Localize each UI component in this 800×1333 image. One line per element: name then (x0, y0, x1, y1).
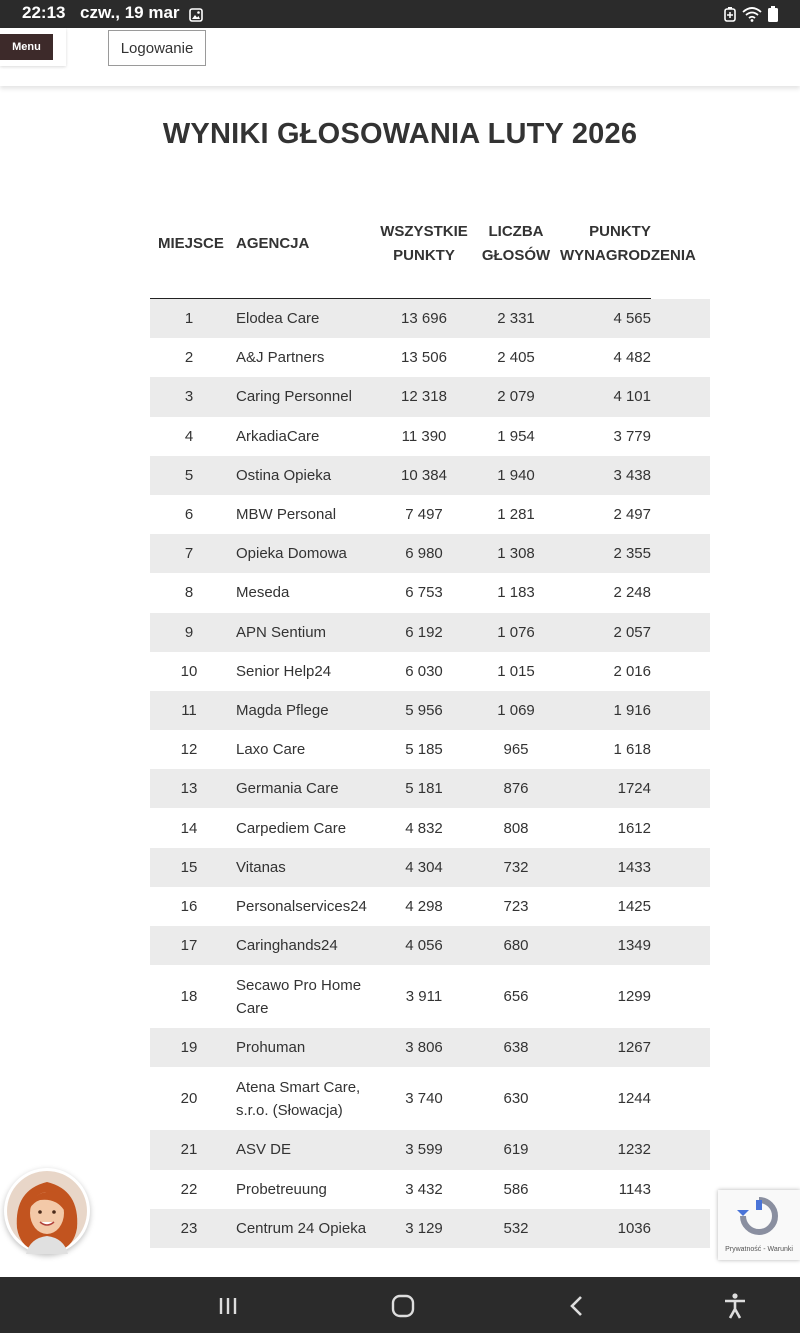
table-row (150, 573, 710, 612)
row-agency-name: Centrum 24 Opieka (236, 1219, 367, 1237)
results-table[interactable] (150, 200, 696, 1277)
column-header-agency[interactable]: AGENCJA (236, 235, 310, 252)
row-agency-name: Atena Smart Care, s.r.o. (Słowacja) (236, 1078, 361, 1119)
row-reward-points: 3 779 (613, 427, 651, 445)
row-place: 22 (180, 1180, 198, 1198)
row-place: 18 (180, 988, 198, 1006)
page-title: WYNIKI GŁOSOWANIA LUTY 2026 (162, 118, 638, 150)
row-reward-points: 1232 (617, 1141, 651, 1159)
column-header-votes[interactable] (478, 220, 554, 268)
row-votes-count: 532 (503, 1219, 529, 1237)
row-total-points: 4 056 (405, 937, 443, 955)
row-reward-points: 1425 (617, 897, 651, 915)
row-votes-count: 2 405 (497, 349, 535, 367)
row-reward-points: 1724 (617, 780, 651, 798)
menu-wrapper (0, 28, 66, 66)
row-total-points: 3 740 (405, 1090, 443, 1108)
row-votes-count: 1 308 (497, 545, 535, 563)
status-date: czw., 19 mar (80, 3, 180, 22)
row-reward-points: 4 565 (613, 310, 651, 328)
row-agency-name: Prohuman (236, 1039, 306, 1057)
table-row (150, 887, 710, 926)
row-place: 16 (180, 897, 198, 915)
site-header (0, 28, 800, 86)
row-total-points: 6 030 (405, 662, 443, 680)
row-votes-count: 1 954 (497, 427, 535, 445)
row-place: 12 (180, 741, 198, 759)
row-agency-name: Secawo Pro Home Care (236, 976, 362, 1017)
home-icon[interactable] (388, 1291, 418, 1321)
row-reward-points: 2 057 (613, 623, 651, 641)
status-time: 22:13 (22, 3, 66, 22)
row-place: 9 (184, 623, 194, 641)
table-body (150, 299, 710, 1248)
row-place: 20 (180, 1090, 198, 1108)
table-row (150, 1130, 710, 1169)
table-row (150, 495, 710, 534)
row-reward-points: 1612 (617, 819, 651, 837)
row-place: 5 (184, 466, 194, 484)
row-votes-count: 2 331 (497, 310, 535, 328)
row-votes-count: 808 (503, 819, 529, 837)
row-reward-points: 3 438 (613, 466, 651, 484)
row-reward-points: 4 101 (613, 388, 651, 406)
row-reward-points: 4 482 (613, 349, 651, 367)
row-total-points: 12 318 (401, 388, 447, 406)
row-agency-name: MBW Personal (236, 506, 337, 524)
column-header-votes-line2: GŁOSÓW (481, 247, 551, 264)
row-agency-name: Elodea Care (236, 310, 320, 328)
battery-saver-icon (724, 7, 736, 27)
row-votes-count: 723 (503, 897, 529, 915)
row-total-points: 10 384 (401, 466, 447, 484)
row-reward-points: 1036 (617, 1219, 651, 1237)
row-place: 7 (184, 545, 194, 563)
table-row (150, 299, 710, 338)
table-row (150, 1170, 710, 1209)
row-reward-points: 2 248 (613, 584, 651, 602)
column-header-total-points[interactable] (370, 220, 478, 268)
row-agency-name: A&J Partners (236, 349, 325, 367)
row-reward-points: 1299 (617, 988, 651, 1006)
row-place: 11 (181, 701, 197, 719)
column-header-reward-line2: WYNAGRODZENIA (560, 247, 696, 264)
row-agency-name: ArkadiaCare (236, 427, 320, 445)
column-header-reward-points[interactable] (560, 220, 696, 268)
row-total-points: 13 506 (401, 349, 447, 367)
row-votes-count: 586 (503, 1180, 529, 1198)
row-agency-name: Caringhands24 (236, 937, 338, 955)
row-total-points: 3 599 (405, 1141, 443, 1159)
table-row (150, 730, 710, 769)
column-header-total-line1: WSZYSTKIE (380, 223, 468, 240)
row-reward-points: 1244 (617, 1090, 651, 1108)
row-total-points: 3 806 (405, 1039, 443, 1057)
table-row (150, 769, 710, 808)
row-total-points: 3 129 (405, 1219, 443, 1237)
battery-icon (768, 6, 778, 27)
row-agency-name: Probetreuung (236, 1180, 327, 1198)
table-row (150, 1028, 710, 1067)
row-votes-count: 2 079 (497, 388, 535, 406)
row-votes-count: 680 (503, 937, 529, 955)
row-total-points: 5 185 (405, 741, 443, 759)
row-agency-name: Magda Pflege (236, 701, 329, 719)
row-reward-points: 1 916 (613, 701, 651, 719)
row-place: 10 (180, 662, 198, 680)
row-place: 1 (184, 310, 194, 328)
row-total-points: 4 298 (405, 897, 443, 915)
row-total-points: 4 832 (405, 819, 443, 837)
table-row (150, 456, 710, 495)
system-navigation-bar (0, 1277, 800, 1333)
table-row (150, 691, 710, 730)
column-header-reward-line1: PUNKTY (589, 223, 651, 240)
row-total-points: 13 696 (401, 310, 447, 328)
row-reward-points: 2 016 (613, 662, 651, 680)
row-total-points: 6 192 (405, 623, 443, 641)
accessibility-icon[interactable] (720, 1291, 750, 1321)
row-agency-name: Personalservices24 (236, 897, 367, 915)
row-place: 4 (184, 427, 194, 445)
row-votes-count: 1 015 (497, 662, 535, 680)
row-reward-points: 1433 (617, 858, 651, 876)
row-total-points: 5 956 (405, 701, 443, 719)
menu-button[interactable]: Menu (0, 34, 53, 60)
recent-apps-icon[interactable] (213, 1291, 243, 1321)
status-icons (724, 6, 778, 27)
row-total-points: 5 181 (405, 780, 443, 798)
row-votes-count: 732 (503, 858, 529, 876)
row-place: 17 (180, 937, 198, 955)
row-agency-name: Meseda (236, 584, 290, 602)
table-row (150, 848, 710, 887)
row-total-points: 3 911 (405, 988, 443, 1006)
row-total-points: 6 753 (405, 584, 443, 602)
row-reward-points: 2 497 (613, 506, 651, 524)
table-row (150, 417, 710, 456)
row-votes-count: 1 281 (497, 506, 535, 524)
row-agency-name: Senior Help24 (236, 662, 332, 680)
row-votes-count: 619 (503, 1141, 529, 1159)
row-reward-points: 1349 (617, 937, 651, 955)
row-agency-name: Carpediem Care (236, 819, 347, 837)
table-row (150, 1209, 710, 1248)
column-header-place[interactable]: MIEJSCE (158, 235, 224, 252)
row-votes-count: 1 940 (497, 466, 535, 484)
row-place: 15 (180, 858, 198, 876)
table-row (150, 613, 710, 652)
row-reward-points: 1143 (618, 1180, 651, 1198)
row-total-points: 3 432 (405, 1180, 443, 1198)
row-place: 23 (180, 1219, 198, 1237)
row-total-points: 7 497 (405, 506, 443, 524)
row-votes-count: 1 183 (497, 584, 535, 602)
recaptcha-badge[interactable] (718, 1190, 800, 1260)
row-place: 21 (180, 1141, 198, 1159)
table-row (150, 377, 710, 416)
wifi-icon (742, 7, 762, 27)
row-reward-points: 2 355 (613, 545, 651, 563)
row-agency-name: Ostina Opieka (236, 466, 332, 484)
row-votes-count: 638 (503, 1039, 529, 1057)
row-reward-points: 1 618 (613, 741, 651, 759)
table-row (150, 534, 710, 573)
row-agency-name: Vitanas (236, 858, 286, 876)
row-votes-count: 1 069 (497, 701, 535, 719)
row-place: 13 (180, 780, 198, 798)
column-header-total-line2: PUNKTY (393, 247, 455, 264)
row-place: 14 (180, 819, 198, 837)
row-votes-count: 656 (503, 988, 529, 1006)
row-total-points: 4 304 (405, 858, 443, 876)
row-agency-name: Opieka Domowa (236, 545, 347, 563)
table-row (150, 338, 710, 377)
row-agency-name: Germania Care (236, 780, 339, 798)
row-votes-count: 965 (503, 741, 529, 759)
table-header (150, 200, 696, 301)
recaptcha-icon (718, 1190, 800, 1240)
row-agency-name: Caring Personnel (236, 388, 352, 406)
row-agency-name: Laxo Care (236, 741, 306, 759)
row-agency-name: APN Sentium (236, 623, 327, 641)
row-place: 19 (180, 1039, 198, 1057)
table-row (150, 965, 710, 1028)
recaptcha-privacy-terms[interactable]: Prywatność - Warunki (725, 1246, 793, 1253)
row-place: 2 (184, 349, 194, 367)
table-row (150, 926, 710, 965)
column-header-votes-line1: LICZBA (488, 223, 544, 240)
row-agency-name: ASV DE (236, 1141, 292, 1159)
image-icon (189, 7, 203, 27)
table-row (150, 1067, 710, 1130)
status-bar (0, 0, 800, 28)
row-place: 8 (184, 584, 194, 602)
row-place: 3 (184, 388, 194, 406)
row-place: 6 (184, 506, 194, 524)
row-total-points: 11 390 (401, 427, 447, 445)
woman-avatar-icon (4, 1168, 90, 1254)
chat-assistant-avatar[interactable] (4, 1168, 90, 1254)
row-votes-count: 1 076 (497, 623, 535, 641)
table-row (150, 808, 710, 847)
row-reward-points: 1267 (617, 1039, 651, 1057)
login-button[interactable]: Logowanie (108, 30, 206, 66)
row-total-points: 6 980 (405, 545, 443, 563)
row-votes-count: 630 (503, 1090, 529, 1108)
back-icon[interactable] (562, 1291, 592, 1321)
table-row (150, 652, 710, 691)
row-votes-count: 876 (503, 780, 529, 798)
